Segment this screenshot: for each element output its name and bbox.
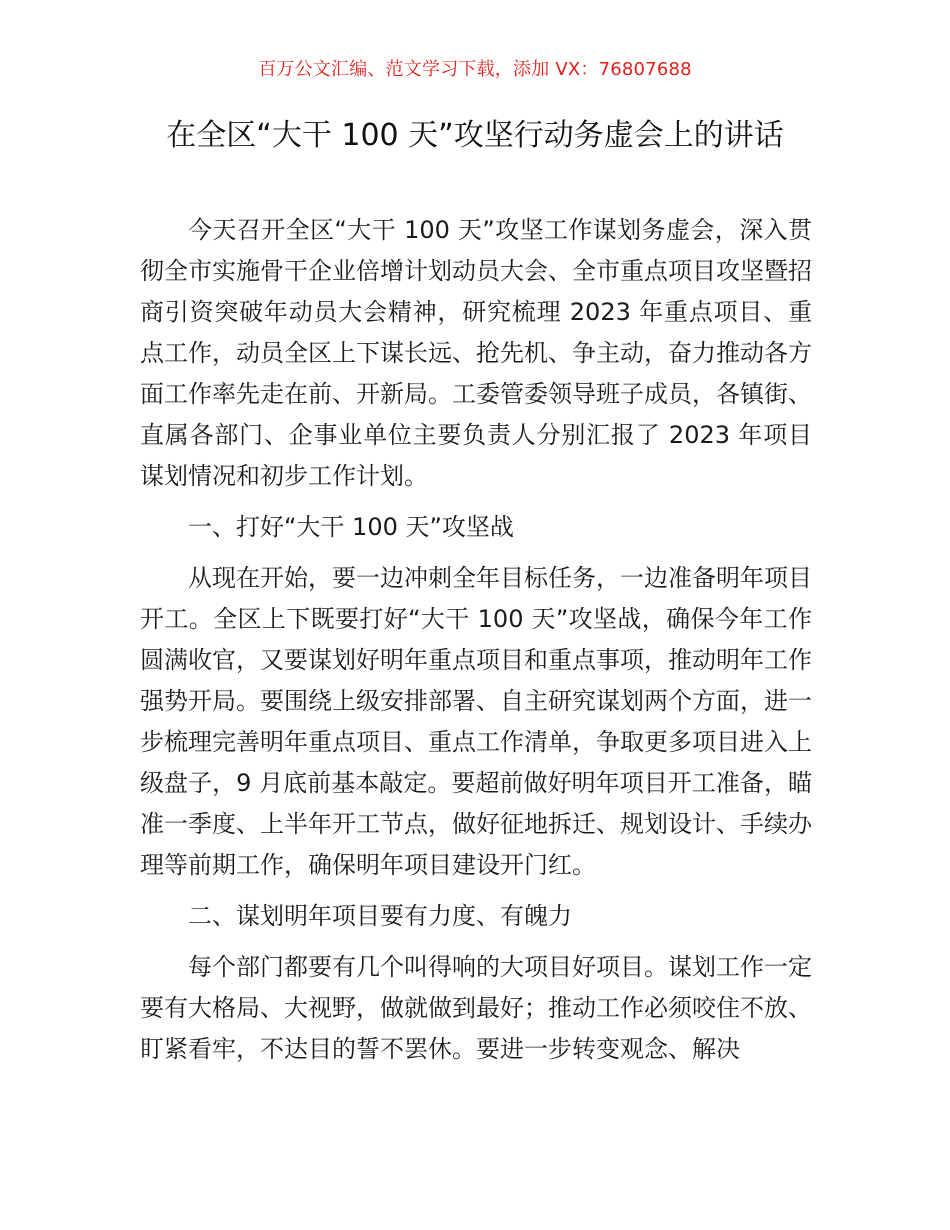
page-title: 在全区“大干 100 天”攻坚行动务虚会上的讲话 bbox=[166, 118, 784, 153]
section-heading-1: 一、打好“大干 100 天”攻坚战 bbox=[188, 513, 514, 541]
paragraph-section-2: 每个部门都要有几个叫得响的大项目好项目。谋划工作一定要有大格局、大视野，做就做到最好；推动工作必须咬住不放、盯紧看牢，不达目的誓不罢休。要进一步转变观念、解决 bbox=[140, 953, 812, 1063]
paragraph-section-1: 从现在开始，要一边冲刺全年目标任务，一边准备明年项目开工。全区上下既要打好“大干 100 天”攻坚战，确保今年工作圆满收官，又要谋划好明年重点项目和重点事项，推动明年工作强势开局。要围绕上级安排部署、自主研究谋划两个方面，进一步梳理完善明年重点项目、重点工作清单，争取更多项目进入上级盘子，9 月底前基本敲定。要超前做好明年项目开工准备，瞄准一季度、上半年开工节点，做好征地拆迁、规划设计、手续办理等前期工作，确保明年项目建设开门红。 bbox=[140, 564, 812, 879]
paragraph-intro: 今天召开全区“大干 100 天”攻坚工作谋划务虚会，深入贯彻全市实施骨干企业倍增计划动员大会、全市重点项目攻坚暨招商引资突破年动员大会精神，研究梳理 2023 年重点项目、重点工作，动员全区上下谋长远、抢先机、争主动，奋力推动各方面工作率先走在前、开新局。工委管委领导班子成员，各镇街、直属各部门、企事业单位主要负责人分别汇报了 2023 年项目谋划情况和初步工作计划。 bbox=[140, 216, 812, 490]
section-heading-2: 二、谋划明年项目要有力度、有魄力 bbox=[188, 902, 572, 930]
watermark-banner: 百万公文汇编、范文学习下载，添加 VX：76807688 bbox=[258, 59, 692, 80]
document-body bbox=[140, 210, 812, 1080]
